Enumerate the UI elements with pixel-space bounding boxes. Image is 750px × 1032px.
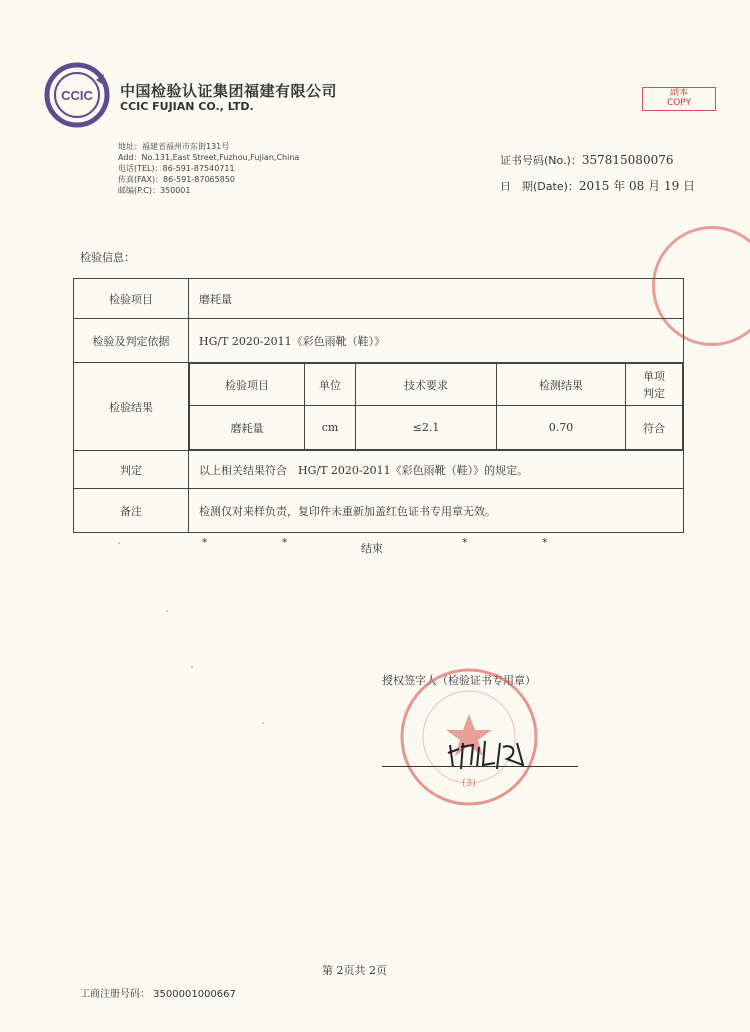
handwritten-signature: [445, 735, 535, 775]
speckle: [191, 666, 193, 668]
ccic-logo: [44, 62, 110, 128]
address-cn: 地址：福建省福州市东街131号: [118, 142, 230, 151]
row-remark: [74, 489, 684, 533]
copy-en: COPY: [666, 98, 692, 108]
end-star-1: *: [202, 536, 208, 549]
header-result: 检测结果: [497, 364, 626, 406]
page-number: 第 2页共 2页: [322, 964, 387, 977]
cert-date-label: 日 期(Date)：: [500, 180, 579, 193]
row-judgment: [74, 451, 684, 489]
speckle: [166, 610, 168, 612]
svg-text:CCIC: CCIC: [61, 88, 93, 103]
fax: 传真(FAX)：86-591-87065850: [118, 175, 236, 184]
result-label: 检验结果: [74, 363, 189, 451]
row-basis: [74, 319, 684, 363]
end-star-4: *: [542, 536, 548, 549]
copy-stamp: [642, 87, 716, 111]
certificate-date: [500, 177, 695, 194]
end-text: 结束: [361, 542, 383, 555]
cell-unit: cm: [305, 406, 356, 450]
item-value: 磨耗量: [189, 279, 684, 319]
end-star-3: *: [462, 536, 468, 549]
svg-text:(3): (3): [461, 778, 477, 789]
speckle: [262, 722, 264, 724]
judgment-value: 以上相关结果符合 HG/T 2020-2011《彩色雨靴（鞋）》的规定。: [189, 451, 684, 489]
cert-no-label: 证书号码(No.)：: [500, 154, 582, 167]
basis-value: HG/T 2020-2011《彩色雨靴（鞋）》: [189, 319, 684, 363]
header-requirement: 技术要求: [356, 364, 497, 406]
address-en: Add：No.131,East Street,Fuzhou,Fujian,China: [118, 153, 300, 162]
signature-line: [382, 766, 578, 767]
inspection-table: [73, 278, 684, 533]
header-judgment: 单项 判定: [626, 364, 683, 406]
end-star-2: *: [282, 536, 288, 549]
header-unit: 单位: [305, 364, 356, 406]
company-name-en: CCIC FUJIAN CO., LTD.: [120, 100, 254, 113]
judgment-label: 判定: [74, 451, 189, 489]
copy-cn: 副本: [669, 88, 688, 98]
basis-label: 检验及判定依据: [74, 319, 189, 363]
certificate-number: [500, 152, 673, 168]
cell-item: 磨耗量: [190, 406, 305, 450]
cert-no-value: 357815080076: [581, 153, 674, 167]
cert-date-value: 2015 年 08 月 19 日: [578, 179, 696, 193]
remark-value: 检测仅对来样负责，复印件未重新加盖红色证书专用章无效。: [189, 489, 684, 533]
header-item: 检验项目: [190, 364, 305, 406]
remark-label: 备注: [74, 489, 189, 533]
company-name-cn: 中国检验认证集团福建有限公司: [120, 82, 338, 100]
results-subtable: [189, 363, 683, 450]
signatory-label: 授权签字人（检验证书专用章）: [382, 674, 536, 687]
cell-result: 0.70: [497, 406, 626, 450]
speckle: [118, 542, 120, 544]
section-title: 检验信息：: [80, 251, 135, 264]
cell-requirement: ≤2.1: [356, 406, 497, 450]
cell-judgment: 符合: [626, 406, 683, 450]
row-results: [74, 363, 684, 451]
postcode: 邮编(P.C)：350001: [118, 186, 191, 195]
item-label: 检验项目: [74, 279, 189, 319]
row-item: [74, 279, 684, 319]
registration-number: 工商注册号码： 3500001000667: [80, 989, 236, 1000]
tel: 电话(TEL)：86-591-87540711: [118, 164, 235, 173]
